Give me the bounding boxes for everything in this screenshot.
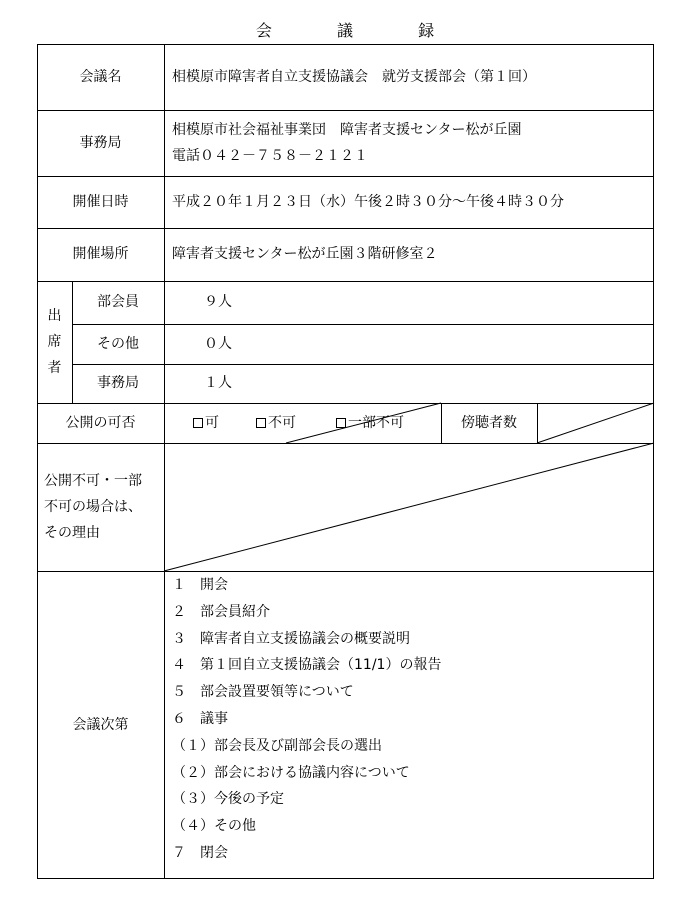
agenda-list: [172, 572, 441, 867]
agenda-item: １ 開会: [172, 577, 228, 593]
reason-label-line-2: 不可の場合は、: [44, 499, 142, 515]
attendees-char-3: 者: [47, 360, 62, 376]
office-count: １人: [204, 375, 232, 392]
title-char-3: 録: [418, 21, 435, 40]
title-char-2: 議: [336, 21, 353, 40]
option-public[interactable]: [193, 403, 263, 443]
reason-label-line-1: 公開不可・一部: [44, 473, 142, 489]
others-count: ０人: [204, 335, 232, 352]
observers-strike-line: [537, 403, 654, 443]
members-count: ９人: [204, 294, 232, 311]
office-label: 事務局: [97, 375, 139, 392]
agenda-item: ５ 部会設置要領等について: [172, 684, 354, 701]
secretariat-value: [172, 110, 652, 176]
checkbox-public[interactable]: [193, 418, 203, 428]
reason-label-line-3: その理由: [44, 525, 100, 541]
disclosure-label: 公開の可否: [65, 414, 136, 431]
agenda-label: 会議次第: [72, 716, 129, 733]
date-label: 開催日時: [72, 193, 129, 210]
checkbox-partial[interactable]: [336, 418, 346, 428]
agenda-item: （１）部会長及び副部会長の選出: [172, 737, 382, 754]
agenda-item: ４ 第１回自立支援協議会（11/1）の報告: [172, 657, 442, 674]
agenda-item: （４）その他: [172, 818, 256, 835]
reason-strike-line: [164, 443, 654, 571]
option-partial[interactable]: [336, 403, 441, 443]
secretariat-line-1: 相模原市社会福祉事業団 障害者支援センター松が丘園: [172, 122, 522, 138]
option-public-label: 可: [205, 414, 219, 431]
observers-label: 傍聴者数: [461, 414, 517, 431]
title-char-1: 会: [255, 21, 272, 40]
secretariat-label: 事務局: [79, 134, 122, 151]
attendees-char-1: 出: [47, 308, 62, 324]
agenda-item: （３）今後の予定: [172, 791, 284, 808]
place-label: 開催場所: [72, 246, 129, 263]
reason-label: [44, 443, 164, 571]
agenda-item: ６ 議事: [172, 710, 228, 727]
option-closed-label: 不可: [268, 414, 296, 431]
meeting-name-value: 相模原市障害者自立支援協議会 就労支援部会（第１回）: [172, 68, 536, 85]
agenda-item: ７ 閉会: [172, 844, 228, 861]
others-label: その他: [97, 335, 139, 352]
attendees-group-label: [37, 281, 72, 403]
option-closed[interactable]: [256, 403, 336, 443]
agenda-item: ３ 障害者自立支援協議会の概要説明: [172, 630, 410, 647]
option-partial-label: 一部不可: [348, 414, 404, 431]
date-value: 平成２０年１月２３日（水）午後２時３０分～午後４時３０分: [172, 193, 564, 210]
members-label: 部会員: [97, 294, 139, 311]
agenda-item: ２ 部会員紹介: [172, 603, 270, 620]
checkbox-closed[interactable]: [256, 418, 266, 428]
agenda-item: （２）部会における協議内容について: [172, 764, 410, 781]
secretariat-phone: 電話０４２－７５８－２１２１: [172, 148, 368, 164]
meeting-name-label: 会議名: [79, 68, 122, 85]
place-value: 障害者支援センター松が丘園３階研修室２: [172, 246, 438, 263]
attendees-char-2: 席: [47, 334, 62, 350]
